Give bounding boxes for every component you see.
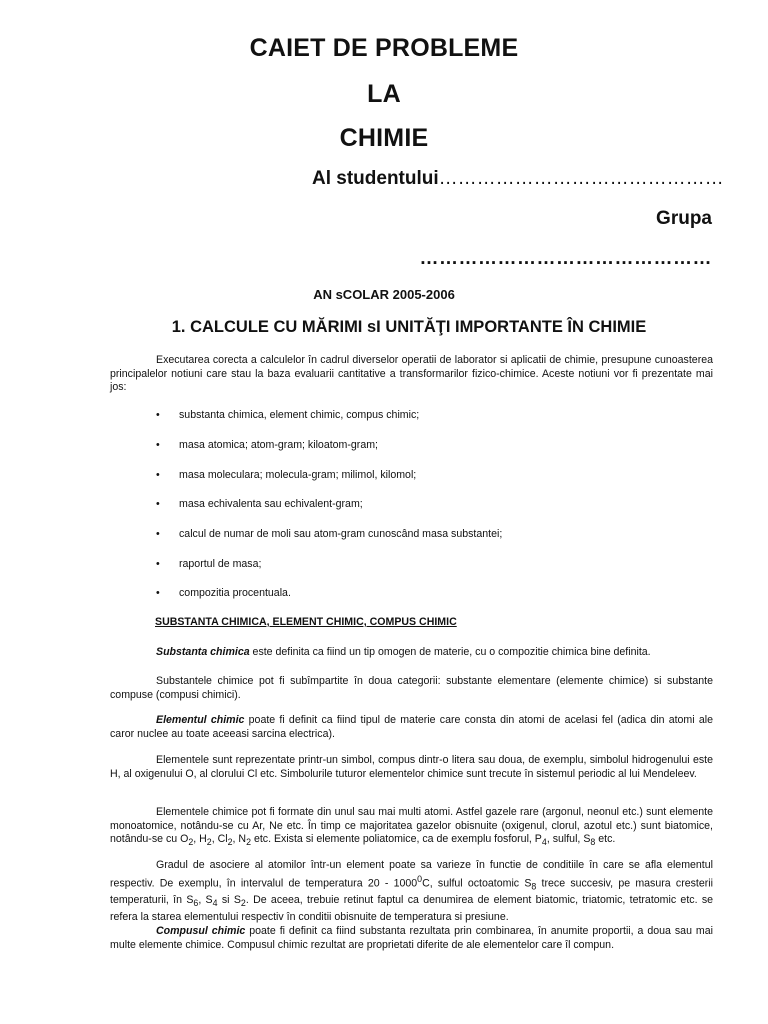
paragraph-text: Substantele chimice pot fi subîmpartite în doua categorii: substante elementare (elemente chimice) si substante compuse (compusi chimici). bbox=[110, 675, 713, 701]
text: trece succesiv, pe masura cresterii temperaturii, în S bbox=[110, 877, 713, 906]
paragraph-text: Elementele sunt reprezentate printr-un simbol, compus dintr-o litera sau doua, de exemplu, simbolul hidrogenului este H, al oxigenului O, al clorului Cl etc. Simbolurile tuturor elementelor chimice sunt trecute în sistemul periodic al lui Mendeleev. bbox=[110, 754, 713, 780]
superscript: 0 bbox=[417, 873, 423, 884]
student-field bbox=[312, 168, 724, 190]
subscript: 2 bbox=[240, 897, 246, 908]
paragraph-categorii bbox=[110, 675, 713, 702]
bullet-text: masa atomica; atom-gram; kiloatom-gram; bbox=[179, 439, 378, 451]
text: . De aceea, trebuie retinut faptul ca denumirea de element biatomic, triatomic, tetratomic etc. se refera la starea elementului respectiv în conditii obisnuite de temperatura si presiune. bbox=[110, 893, 714, 923]
text: etc. Exista si elemente poliatomice, ca de exemplu fosforul, P bbox=[251, 833, 542, 846]
bullet-text: compozitia procentuala. bbox=[179, 587, 291, 599]
bullet-item bbox=[156, 558, 261, 570]
title-line-1: CAIET DE PROBLEME bbox=[249, 34, 519, 62]
text: , N bbox=[232, 833, 247, 846]
text: C, sulful octoatomic S bbox=[422, 877, 532, 890]
bullet-text: masa echivalenta sau echivalent-gram; bbox=[179, 498, 363, 510]
intro-text: Executarea corecta a calculelor în cadrul diverselor operatii de laborator si aplicatii de chimie, presupune cunoasterea principalelor notiuni care stau la baza evaluarii cantitative a transformarilor fizico-chimice. Aceste notiuni vor fi prezentate mai jos: bbox=[110, 354, 713, 394]
title-line-3: CHIMIE bbox=[339, 124, 429, 152]
text: , S bbox=[198, 893, 213, 906]
term: Elementul chimic bbox=[156, 714, 245, 726]
section-title: SUBSTANTA CHIMICA, ELEMENT CHIMIC, COMPUS CHIMIC bbox=[155, 616, 457, 628]
bullet-text: raportul de masa; bbox=[179, 558, 262, 570]
subscript: 2 bbox=[246, 837, 251, 848]
bullet-text: substanta chimica, element chimic, compus chimic; bbox=[179, 409, 420, 421]
title-line-2: LA bbox=[367, 80, 401, 108]
school-year: AN sCOLAR 2005-2006 bbox=[313, 287, 455, 302]
bullet-text: masa moleculara; molecula-gram; milimol, kilomol; bbox=[179, 469, 417, 481]
subscript: 4 bbox=[541, 837, 547, 848]
text: Gradul de asociere al atomilor într-un element poate sa varieze în functie de conditiile în care se afla elementul respectiv. De exemplu, în intervalul de temperatura 20 - 1000 bbox=[110, 859, 713, 890]
text: , Cl bbox=[211, 833, 228, 846]
paragraph-asociere bbox=[110, 859, 713, 924]
bullet-item bbox=[156, 409, 419, 421]
bullet-dot: • bbox=[156, 558, 160, 570]
bullet-item bbox=[156, 439, 378, 451]
bullet-item bbox=[156, 587, 291, 599]
term: Compusul chimic bbox=[156, 925, 246, 937]
student-label: Al studentului bbox=[312, 168, 439, 189]
bullet-dot: • bbox=[156, 498, 160, 510]
bullet-text: calcul de numar de moli sau atom-gram cunoscând masa substantei; bbox=[179, 528, 503, 540]
paragraph-text: este definita ca fiind un tip omogen de materie, cu o compozitie chimica bine definita. bbox=[249, 646, 651, 658]
bullet-item bbox=[156, 498, 363, 510]
text: etc. bbox=[595, 833, 616, 846]
paragraph-compus bbox=[110, 925, 713, 952]
paragraph-text: poate fi definit ca fiind tipul de materie care consta din atomi de acelasi fel (adica din atomi ale caror nuclee au toate aceeasi sarcina electrica). bbox=[110, 714, 713, 740]
subscript: 2 bbox=[206, 837, 212, 848]
subscript: 6 bbox=[193, 897, 199, 908]
student-dots: ……………………………………… bbox=[438, 168, 724, 189]
paragraph-simboluri bbox=[110, 754, 713, 781]
bullet-dot: • bbox=[156, 528, 160, 540]
subscript: 4 bbox=[212, 897, 218, 908]
paragraph-substanta bbox=[110, 646, 713, 660]
bullet-dot: • bbox=[156, 587, 160, 599]
subscript: 8 bbox=[590, 837, 596, 848]
bullet-dot: • bbox=[156, 469, 160, 481]
text: si S bbox=[217, 893, 241, 906]
subscript: 8 bbox=[531, 881, 537, 892]
bullet-item bbox=[156, 528, 502, 540]
subscript: 2 bbox=[227, 837, 233, 848]
term: Substanta chimica bbox=[156, 646, 250, 658]
text: Elementele chimice pot fi formate din unul sau mai multi atomi. Astfel gazele rare (argonul, neonul etc.) sunt elemente monoatomice, notându-se cu Ar, Ne etc. În timp ce majoritatea gazelor obisnuite (oxigenul, clorul, azotul etc.) sunt biatomice, notându-se cu O bbox=[110, 806, 713, 846]
group-label: Grupa bbox=[656, 208, 712, 229]
bullet-item bbox=[156, 469, 416, 481]
bullet-dot: • bbox=[156, 439, 160, 451]
intro-paragraph bbox=[110, 354, 713, 395]
paragraph-text: poate fi definit ca fiind substanta rezultata prin combinarea, în anumite proportii, a doua sau mai multe elemente chimice. Compusul chimic rezultat are proprietati diferite de ale elementelor care îl compun. bbox=[110, 925, 713, 951]
chapter-title: 1. CALCULE CU MĂRIMI sI UNITĂŢI IMPORTANTE ÎN CHIMIE bbox=[171, 318, 647, 336]
text: , H bbox=[193, 833, 207, 846]
group-dots: ……………………………………… bbox=[419, 248, 712, 269]
paragraph-element bbox=[110, 714, 713, 741]
paragraph-atomi bbox=[110, 806, 713, 850]
subscript: 2 bbox=[188, 837, 194, 848]
bullet-dot: • bbox=[156, 409, 160, 421]
text: , sulful, S bbox=[546, 833, 591, 846]
